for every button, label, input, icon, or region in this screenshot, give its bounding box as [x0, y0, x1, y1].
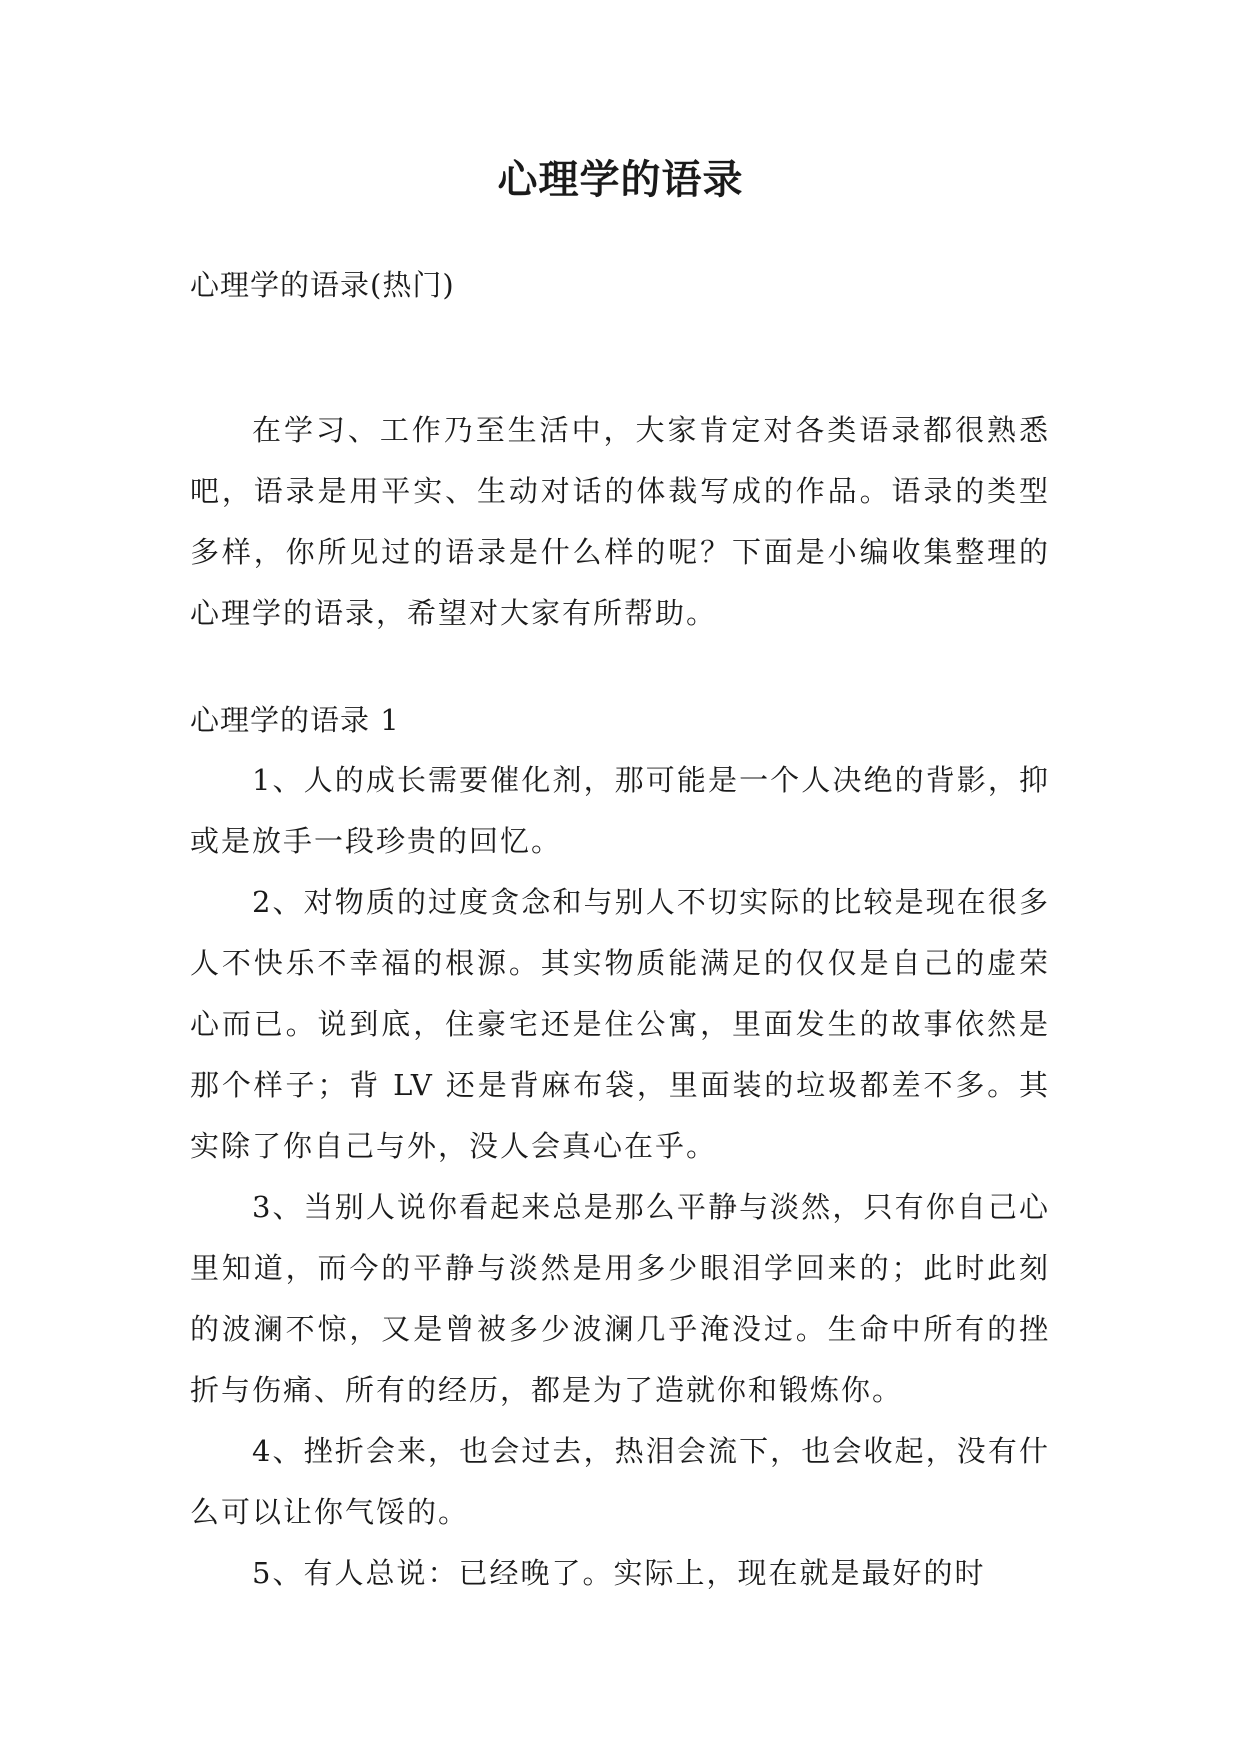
- list-item: 1、人的成长需要催化剂，那可能是一个人决绝的背影，抑或是放手一段珍贵的回忆。: [190, 763, 1050, 858]
- intro-paragraph: 在学习、工作乃至生活中，大家肯定对各类语录都很熟悉吧，语录是用平实、生动对话的体裁写成的作品。语录的类型多样，你所见过的语录是什么样的呢？下面是小编收集整理的心理学的语录，希望对大家有所帮助。: [190, 413, 1050, 630]
- list-item: 3、当别人说你看起来总是那么平静与淡然，只有你自己心里知道，而今的平静与淡然是用多少眼泪学回来的；此时此刻的波澜不惊，又是曾被多少波澜几乎淹没过。生命中所有的挫折与伤痛、所有的经历，都是为了造就你和锻炼你。: [190, 1190, 1050, 1407]
- list-item: 4、挫折会来，也会过去，热泪会流下，也会收起，没有什么可以让你气馁的。: [190, 1434, 1050, 1529]
- quote-list: [190, 750, 1050, 1604]
- section-heading: 心理学的语录 1: [190, 703, 400, 737]
- list-item: 2、对物质的过度贪念和与别人不切实际的比较是现在很多人不快乐不幸福的根源。其实物质能满足的仅仅是自己的虚荣心而已。说到底，住豪宅还是住公寓，里面发生的故事依然是那个样子；背 LV 还是背麻布袋，里面装的垃圾都差不多。其实除了你自己与外，没人会真心在乎。: [190, 885, 1050, 1163]
- list-item: 5、有人总说：已经晚了。实际上，现在就是最好的时: [252, 1556, 986, 1590]
- document-subtitle: 心理学的语录(热门): [190, 268, 455, 302]
- page-title: 心理学的语录: [497, 157, 744, 203]
